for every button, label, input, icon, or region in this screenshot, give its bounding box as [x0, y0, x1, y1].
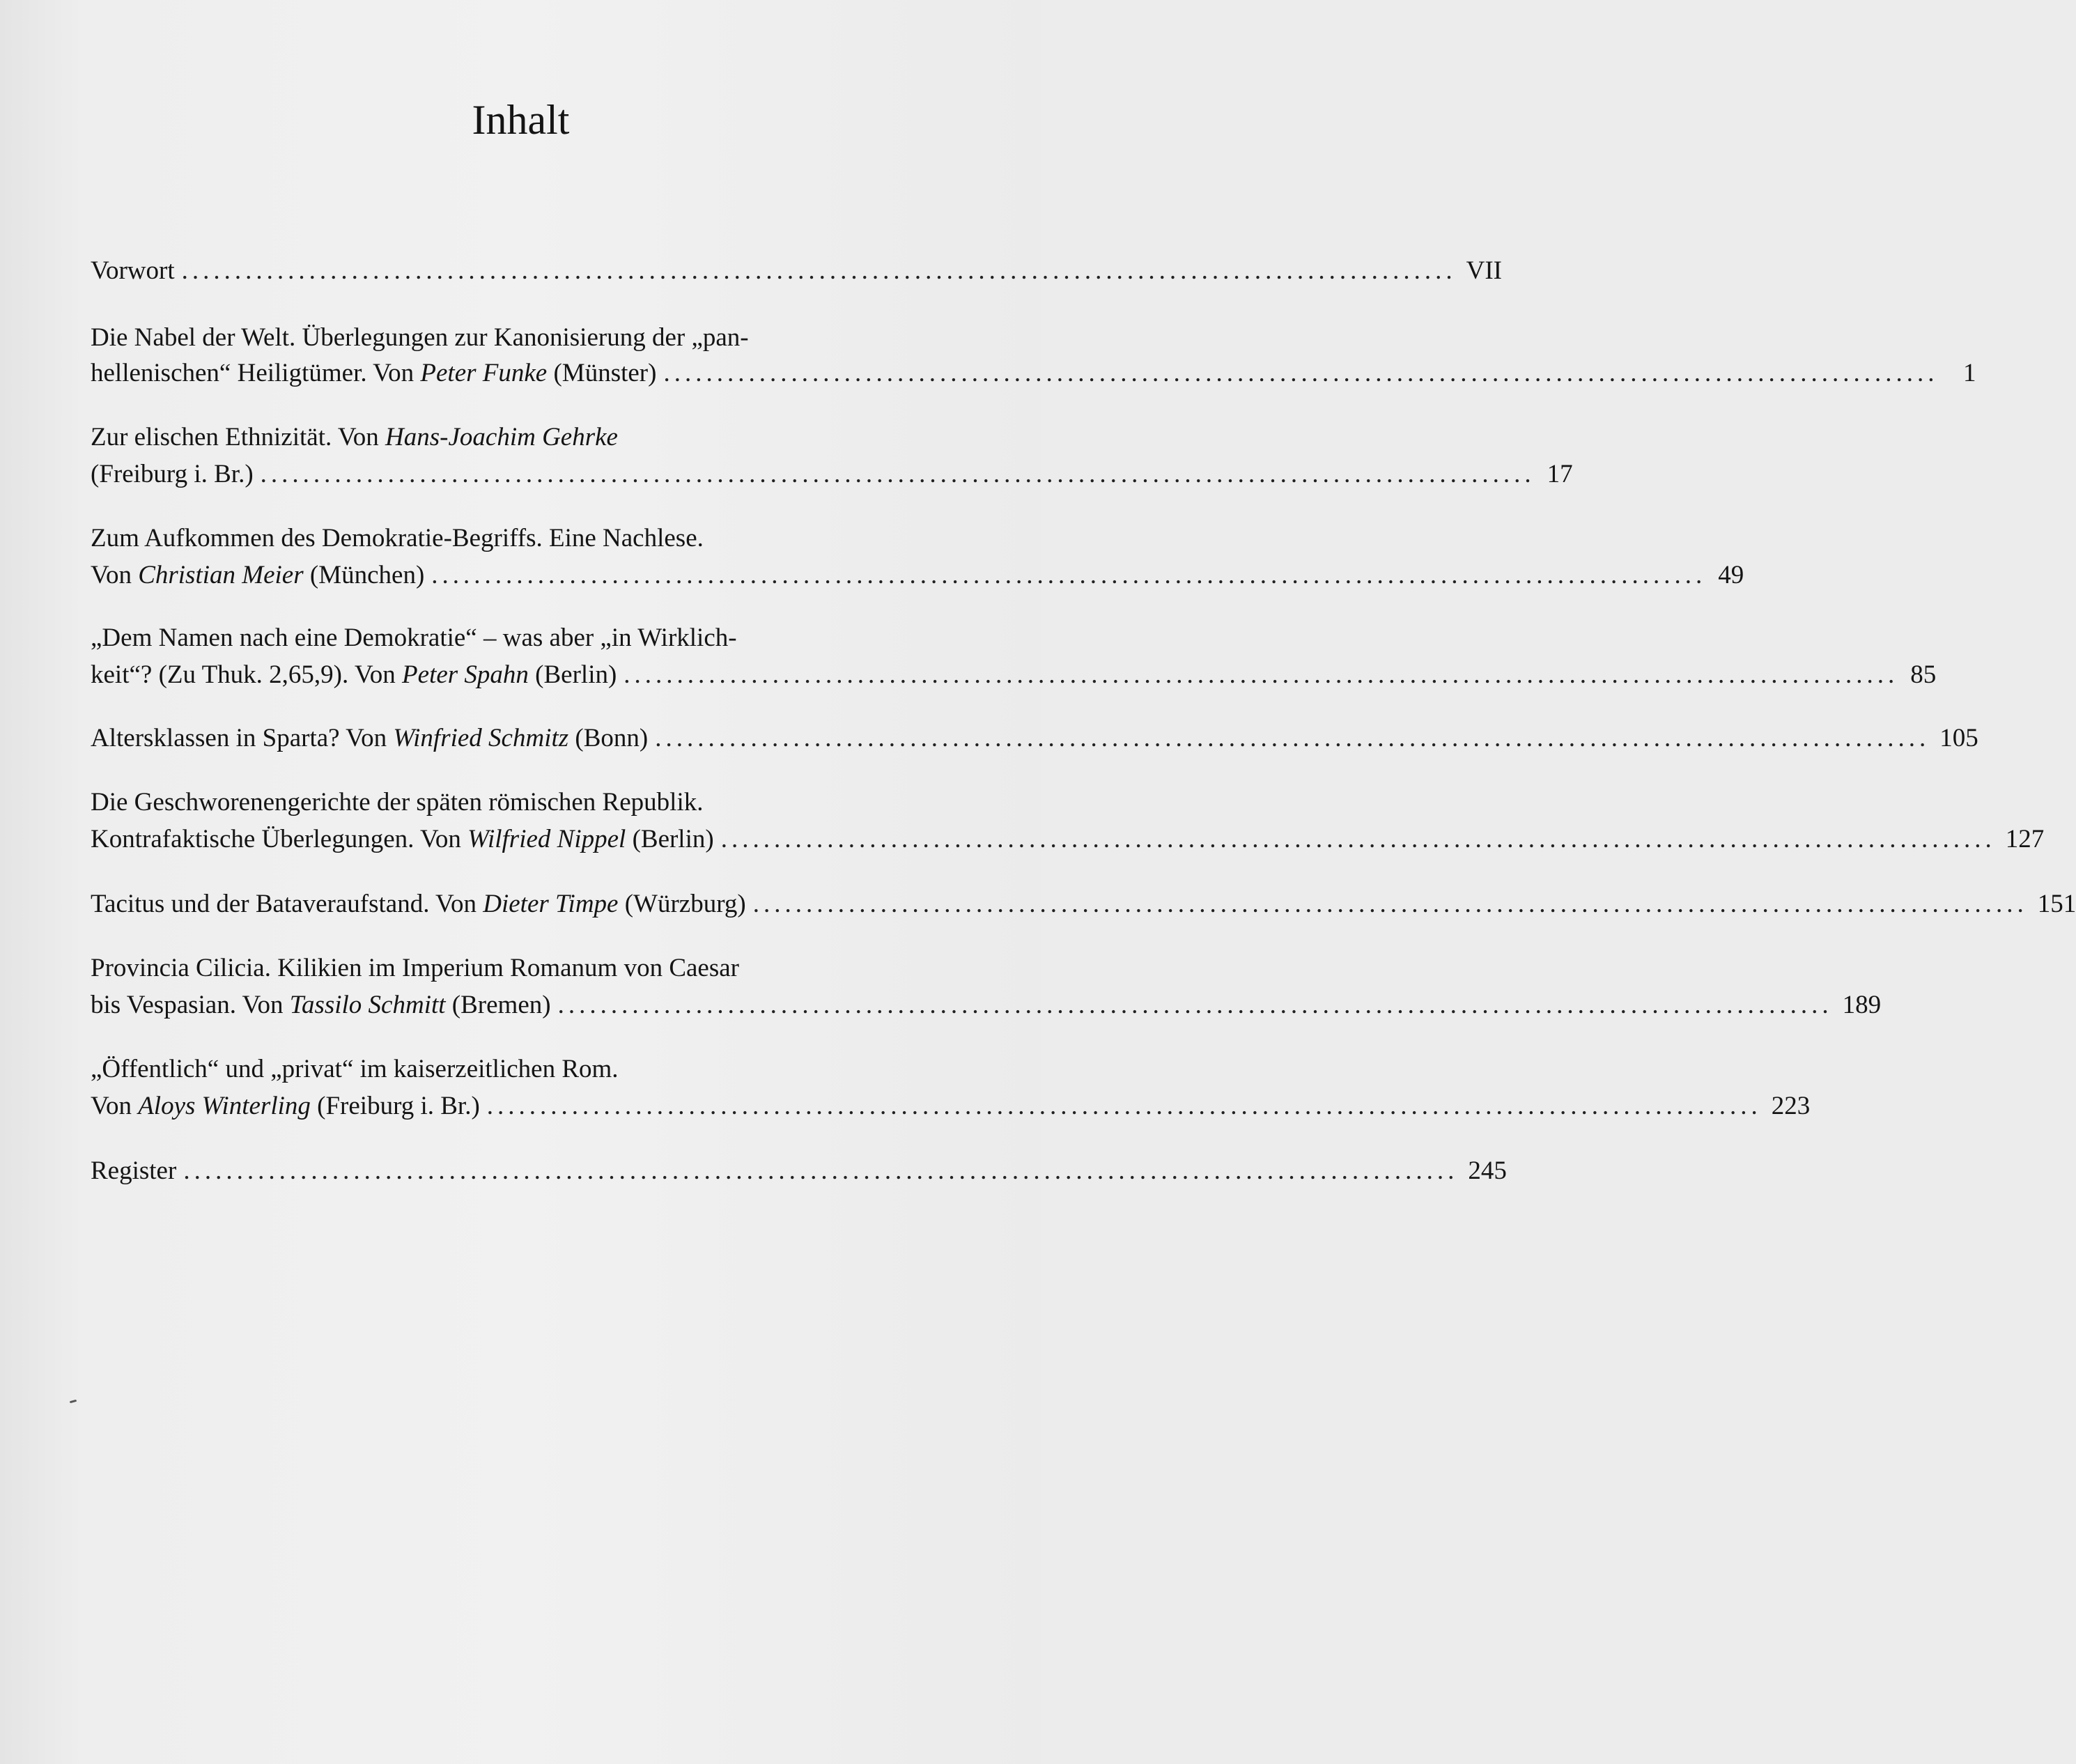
toc-entry-line	[91, 458, 1573, 490]
toc-entry-line	[91, 1090, 1811, 1122]
author-location: (Würzburg)	[618, 890, 746, 918]
entry-text	[91, 722, 648, 755]
page-number: 189	[1842, 991, 1882, 1019]
toc-entry-text-line	[91, 622, 977, 654]
dot-leader: ........................................................................................................................	[655, 724, 1930, 752]
toc-entry-line	[91, 659, 1937, 691]
entry-title-text: Kontrafaktische Überlegungen. Von	[91, 825, 468, 853]
author-name: Hans-Joachim Gehrke	[385, 423, 618, 451]
entry-title-text: Altersklassen in Sparta? Von	[91, 724, 394, 752]
entry-text	[91, 659, 617, 691]
author-location: (Münster)	[547, 359, 657, 387]
dot-leader: ........................................................................................................................	[752, 890, 2028, 918]
author-location: (Bonn)	[568, 724, 649, 752]
toc-entry-text-line	[91, 1053, 977, 1085]
author-location: (Berlin)	[528, 660, 617, 689]
entry-text	[91, 423, 618, 451]
toc-entry-text-line	[91, 952, 977, 984]
page-number: 49	[1718, 561, 1744, 589]
dot-leader: ........................................................................................................................	[181, 256, 1457, 285]
entry-text: (Freiburg i. Br.)	[91, 460, 254, 488]
dot-leader: ........................................................................................................................	[557, 991, 1833, 1019]
entry-text: Die Geschworenengerichte der späten römischen Republik.	[91, 788, 704, 817]
entry-title-text: hellenischen“ Heiligtümer. Von	[91, 359, 421, 387]
dot-leader: ........................................................................................................................	[183, 1156, 1459, 1185]
entry-text: „Öffentlich“ und „privat“ im kaiserzeitlichen Rom.	[91, 1055, 619, 1083]
toc-entry-text-line	[91, 421, 977, 454]
entry-text: Die Nabel der Welt. Überlegungen zur Kanonisierung der „pan-	[91, 323, 749, 352]
dot-leader: ........................................................................................................................	[663, 359, 1939, 387]
toc-entry-line	[91, 722, 1978, 755]
entry-title-text: bis Vespasian. Von	[91, 991, 290, 1019]
author-location: (Berlin)	[626, 825, 714, 853]
toc-entry-line	[91, 255, 1502, 287]
entry-text	[91, 1090, 480, 1122]
dot-leader: ........................................................................................................................	[260, 460, 1535, 488]
entry-text	[91, 823, 714, 856]
print-speck	[70, 1400, 77, 1403]
page-number: 1	[1962, 359, 1976, 387]
dot-leader: ........................................................................................................................	[431, 561, 1707, 589]
author-name: Dieter Timpe	[483, 890, 619, 918]
dot-leader: ........................................................................................................................	[720, 825, 1996, 853]
entry-text	[91, 888, 746, 920]
entry-title-text: Von	[91, 561, 139, 589]
author-name: Peter Spahn	[402, 660, 529, 689]
entry-title-text: Von	[91, 1092, 139, 1120]
author-name: Aloys Winterling	[138, 1092, 311, 1120]
toc-entry-text-line	[91, 787, 977, 819]
entry-text: Provincia Cilicia. Kilikien im Imperium Romanum von Caesar	[91, 954, 739, 982]
toc-entry-text-line	[91, 322, 977, 354]
page-number: VII	[1466, 256, 1502, 285]
entry-text: Vorwort	[91, 256, 175, 285]
author-location: (München)	[303, 561, 425, 589]
entry-title-text: Tacitus und der Bataveraufstand. Von	[91, 890, 483, 918]
entry-text	[91, 989, 551, 1021]
page-number: 17	[1547, 460, 1573, 488]
entry-title-text: Zur elischen Ethnizität. Von	[91, 423, 386, 451]
page-number: 85	[1910, 660, 1937, 689]
entry-text: „Dem Namen nach eine Demokratie“ – was aber „in Wirklich-	[91, 624, 737, 652]
author-name: Tassilo Schmitt	[289, 991, 446, 1019]
entry-title-text: keit“? (Zu Thuk. 2,65,9). Von	[91, 660, 403, 689]
page-number: 223	[1771, 1092, 1811, 1120]
page-title: Inhalt	[472, 97, 570, 143]
author-location: (Freiburg i. Br.)	[310, 1092, 480, 1120]
author-name: Wilfried Nippel	[467, 825, 626, 853]
page-number: 105	[1939, 724, 1978, 752]
toc-entry-line	[91, 989, 1882, 1021]
author-location: (Bremen)	[445, 991, 551, 1019]
page-number: 127	[2005, 825, 2045, 853]
entry-text	[91, 357, 656, 389]
author-name: Christian Meier	[138, 561, 304, 589]
page-number: 151	[2037, 890, 2076, 918]
page-number: 245	[1468, 1156, 1507, 1185]
toc-entry-line	[91, 559, 1744, 591]
author-name: Winfried Schmitz	[393, 724, 569, 752]
entry-text: Zum Aufkommen des Demokratie-Begriffs. Eine Nachlese.	[91, 524, 704, 552]
dot-leader: ........................................................................................................................	[623, 660, 1899, 689]
dot-leader: ........................................................................................................................	[486, 1092, 1762, 1120]
entry-text	[91, 559, 424, 591]
entry-text: Register	[91, 1156, 177, 1185]
toc-entry-text-line	[91, 523, 977, 555]
toc-entry-line	[91, 888, 2076, 920]
toc-entry-line	[91, 357, 1976, 389]
toc-entry-line	[91, 823, 2045, 856]
author-name: Peter Funke	[420, 359, 548, 387]
toc-entry-line	[91, 1155, 1507, 1187]
